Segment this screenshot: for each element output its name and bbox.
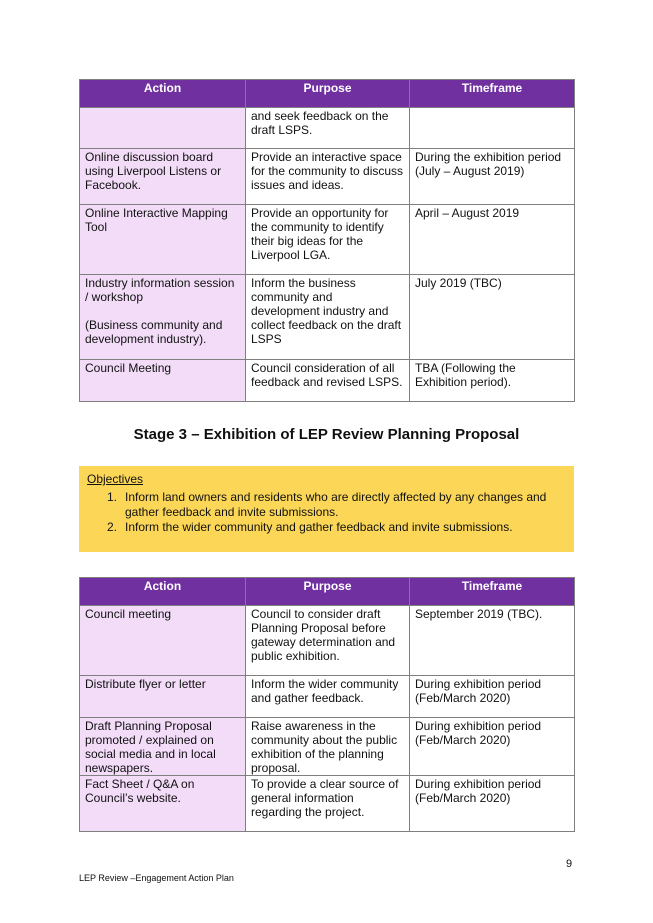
cell-purpose [246, 606, 410, 676]
table-row [80, 606, 575, 676]
cell-action [80, 108, 246, 149]
objective-number: 2. [107, 520, 118, 534]
header-action: Action [80, 80, 246, 108]
cell-text-line: Inform the business [251, 276, 356, 290]
cell-text-line: Fact Sheet / Q&A on [85, 777, 195, 791]
cell-text-line: During exhibition period [415, 677, 542, 691]
cell-text-line: development industry and [251, 304, 389, 318]
cell-text-line: Raise awareness in the [251, 719, 376, 733]
cell-text-line: Council meeting [85, 607, 172, 621]
cell-text-line: newspapers. [85, 761, 154, 775]
cell-text-line: Distribute flyer or letter [85, 677, 206, 691]
cell-text-line: and seek feedback on the [251, 109, 389, 123]
cell-purpose [246, 676, 410, 718]
stage2-action-table [79, 79, 575, 402]
cell-text-line: / workshop [85, 290, 144, 304]
cell-text-line: exhibition of the planning [251, 747, 384, 761]
table-row [80, 149, 575, 205]
cell-text-line: for the community to discuss [251, 164, 404, 178]
cell-text-line: Council to consider draft [251, 607, 381, 621]
cell-text-line: (Feb/March 2020) [415, 791, 511, 805]
table-row [80, 275, 575, 360]
cell-text-line: Tool [85, 220, 108, 234]
cell-timeframe [410, 776, 575, 832]
cell-text-line: proposal. [251, 761, 301, 775]
cell-purpose [246, 205, 410, 275]
cell-text-line: September 2019 (TBC). [415, 607, 543, 621]
table-row [80, 676, 575, 718]
stage-3-title: Stage 3 – Exhibition of LEP Review Planning Proposal [133, 426, 520, 443]
cell-text-line [85, 304, 240, 318]
cell-timeframe [410, 149, 575, 205]
objective-item [87, 520, 566, 535]
objectives-list [87, 490, 566, 535]
cell-text-line: During exhibition period [415, 777, 542, 791]
objective-text-line: Inform land owners and residents who are directly affected by any changes and [125, 490, 547, 504]
cell-text-line: During exhibition period [415, 719, 542, 733]
footer-text: LEP Review –Engagement Action Plan [79, 873, 234, 883]
cell-text-line: social media and in local [85, 747, 216, 761]
header-action: Action [80, 578, 246, 606]
cell-text-line: public exhibition. [251, 649, 340, 663]
cell-action [80, 360, 246, 402]
cell-action [80, 275, 246, 360]
header-purpose: Purpose [246, 80, 410, 108]
table-header-row [80, 578, 575, 606]
table-header-row [80, 80, 575, 108]
cell-text-line: community and [251, 290, 333, 304]
cell-action [80, 606, 246, 676]
cell-text-line: To provide a clear source of [251, 777, 399, 791]
cell-action [80, 718, 246, 776]
cell-timeframe [410, 205, 575, 275]
cell-text-line: April – August 2019 [415, 206, 520, 220]
objective-text-line: Inform the wider community and gather feedback and invite submissions. [125, 520, 513, 534]
header-timeframe: Timeframe [410, 578, 575, 606]
table-row [80, 205, 575, 275]
cell-text-line: regarding the project. [251, 805, 365, 819]
cell-action [80, 149, 246, 205]
cell-text-line: (Feb/March 2020) [415, 691, 511, 705]
cell-text-line: (July – August 2019) [415, 164, 525, 178]
cell-text-line: community about the public [251, 733, 398, 747]
cell-text-line: general information [251, 791, 354, 805]
table-row [80, 776, 575, 832]
cell-text-line: Inform the wider community [251, 677, 399, 691]
cell-timeframe [410, 108, 575, 149]
cell-purpose [246, 718, 410, 776]
cell-text-line: TBA (Following the [415, 361, 516, 375]
cell-text-line: and gather feedback. [251, 691, 364, 705]
table-row [80, 360, 575, 402]
header-purpose: Purpose [246, 578, 410, 606]
cell-text-line: Exhibition period). [415, 375, 512, 389]
cell-text-line: LSPS [251, 332, 282, 346]
cell-text-line: Council’s website. [85, 791, 181, 805]
cell-text-line: During the exhibition period [415, 150, 562, 164]
cell-text-line: gateway determination and [251, 635, 396, 649]
cell-text-line: development industry). [85, 332, 207, 346]
cell-text-line: Liverpool LGA. [251, 248, 331, 262]
cell-timeframe [410, 676, 575, 718]
cell-text-line: collect feedback on the draft [251, 318, 402, 332]
cell-text-line: Online Interactive Mapping [85, 206, 228, 220]
cell-text-line: Draft Planning Proposal [85, 719, 212, 733]
objective-number: 1. [107, 490, 118, 504]
cell-text-line: the community to identify [251, 220, 384, 234]
cell-text-line: draft LSPS. [251, 123, 313, 137]
cell-action [80, 776, 246, 832]
cell-text-line: promoted / explained on [85, 733, 214, 747]
cell-purpose [246, 149, 410, 205]
cell-timeframe [410, 606, 575, 676]
cell-text-line: feedback and revised LSPS. [251, 375, 403, 389]
cell-text-line: Provide an interactive space [251, 150, 402, 164]
cell-text-line: July 2019 (TBC) [415, 276, 502, 290]
table-row [80, 108, 575, 149]
stage3-action-table [79, 577, 575, 832]
cell-timeframe [410, 718, 575, 776]
cell-text-line: Council Meeting [85, 361, 172, 375]
cell-text-line: issues and ideas. [251, 178, 344, 192]
cell-text-line: their big ideas for the [251, 234, 364, 248]
cell-text-line: Provide an opportunity for [251, 206, 389, 220]
cell-timeframe [410, 275, 575, 360]
cell-text-line: using Liverpool Listens or [85, 164, 222, 178]
cell-purpose [246, 275, 410, 360]
cell-action [80, 676, 246, 718]
cell-action [80, 205, 246, 275]
cell-text-line: (Business community and [85, 318, 223, 332]
cell-purpose [246, 360, 410, 402]
objectives-box [79, 466, 574, 552]
cell-text-line: Planning Proposal before [251, 621, 386, 635]
header-timeframe: Timeframe [410, 80, 575, 108]
cell-text-line: (Feb/March 2020) [415, 733, 511, 747]
objective-text-line: gather feedback and invite submissions. [125, 505, 339, 519]
cell-text-line: Online discussion board [85, 150, 214, 164]
objectives-heading: Objectives [87, 472, 144, 486]
cell-purpose [246, 108, 410, 149]
objective-item [87, 490, 566, 520]
cell-text-line: Facebook. [85, 178, 142, 192]
cell-timeframe [410, 360, 575, 402]
cell-text-line: Council consideration of all [251, 361, 395, 375]
table-row [80, 718, 575, 776]
cell-purpose [246, 776, 410, 832]
cell-text-line: Industry information session [85, 276, 235, 290]
page-number: 9 [566, 858, 573, 870]
